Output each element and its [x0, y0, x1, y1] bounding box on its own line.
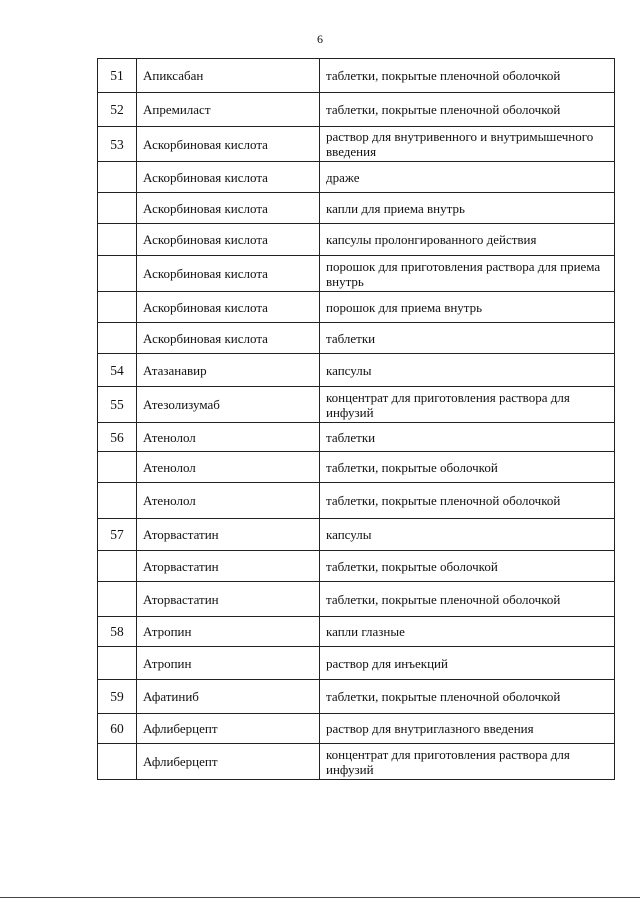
dosage-form: таблетки, покрытые пленочной оболочкой [320, 93, 615, 127]
table-row [98, 256, 615, 292]
drug-name: Афлиберцепт [137, 744, 320, 780]
row-number: 55 [98, 387, 137, 423]
row-number: 52 [98, 93, 137, 127]
drug-name: Апиксабан [137, 59, 320, 93]
dosage-form: капли для приема внутрь [320, 193, 615, 224]
dosage-form: таблетки, покрытые оболочкой [320, 452, 615, 483]
row-number [98, 256, 137, 292]
row-number: 54 [98, 354, 137, 387]
dosage-form: таблетки, покрытые пленочной оболочкой [320, 483, 615, 519]
drug-name: Атенолол [137, 423, 320, 452]
row-number [98, 551, 137, 582]
dosage-form: концентрат для приготовления раствора для инфузий [320, 744, 615, 780]
table-row [98, 162, 615, 193]
drug-name: Афатиниб [137, 680, 320, 714]
row-number: 59 [98, 680, 137, 714]
table-row [98, 354, 615, 387]
drug-name: Атропин [137, 647, 320, 680]
table-row [98, 93, 615, 127]
row-number: 51 [98, 59, 137, 93]
row-number [98, 582, 137, 617]
table-row [98, 127, 615, 162]
dosage-form: раствор для внутривенного и внутримышечного введения [320, 127, 615, 162]
drug-name: Аскорбиновая кислота [137, 224, 320, 256]
row-number [98, 292, 137, 323]
dosage-form: таблетки [320, 323, 615, 354]
row-number: 58 [98, 617, 137, 647]
table-row [98, 323, 615, 354]
table-row [98, 744, 615, 780]
table-row [98, 582, 615, 617]
drug-name: Аскорбиновая кислота [137, 292, 320, 323]
dosage-form: капсулы [320, 354, 615, 387]
table-row [98, 423, 615, 452]
table-row [98, 193, 615, 224]
drug-name: Апремиласт [137, 93, 320, 127]
table-row [98, 617, 615, 647]
dosage-form: раствор для инъекций [320, 647, 615, 680]
row-number [98, 744, 137, 780]
row-number [98, 162, 137, 193]
dosage-form: порошок для приема внутрь [320, 292, 615, 323]
drug-name: Аторвастатин [137, 519, 320, 551]
drug-name: Атазанавир [137, 354, 320, 387]
row-number: 56 [98, 423, 137, 452]
table-row [98, 483, 615, 519]
drug-name: Атенолол [137, 452, 320, 483]
row-number: 57 [98, 519, 137, 551]
drug-name: Атенолол [137, 483, 320, 519]
dosage-form: таблетки [320, 423, 615, 452]
table-row [98, 647, 615, 680]
dosage-form: раствор для внутриглазного введения [320, 714, 615, 744]
drug-name: Аскорбиновая кислота [137, 256, 320, 292]
drug-name: Атропин [137, 617, 320, 647]
table-row [98, 551, 615, 582]
row-number [98, 452, 137, 483]
dosage-form: капли глазные [320, 617, 615, 647]
table-row [98, 452, 615, 483]
dosage-form: порошок для приготовления раствора для приема внутрь [320, 256, 615, 292]
table-row [98, 292, 615, 323]
table-row [98, 59, 615, 93]
drug-name: Аторвастатин [137, 582, 320, 617]
dosage-form: таблетки, покрытые пленочной оболочкой [320, 680, 615, 714]
drug-name: Аскорбиновая кислота [137, 193, 320, 224]
drug-name: Аторвастатин [137, 551, 320, 582]
table-row [98, 387, 615, 423]
drug-name: Атезолизумаб [137, 387, 320, 423]
drug-list-table [97, 58, 615, 780]
row-number [98, 483, 137, 519]
dosage-form: таблетки, покрытые пленочной оболочкой [320, 582, 615, 617]
row-number [98, 323, 137, 354]
table-row [98, 224, 615, 256]
table-row [98, 680, 615, 714]
drug-name: Аскорбиновая кислота [137, 127, 320, 162]
drug-name: Аскорбиновая кислота [137, 162, 320, 193]
dosage-form: капсулы [320, 519, 615, 551]
row-number [98, 193, 137, 224]
dosage-form: концентрат для приготовления раствора для инфузий [320, 387, 615, 423]
row-number [98, 224, 137, 256]
drug-name: Афлиберцепт [137, 714, 320, 744]
row-number [98, 647, 137, 680]
dosage-form: таблетки, покрытые пленочной оболочкой [320, 59, 615, 93]
page-number: 6 [317, 32, 323, 46]
dosage-form: капсулы пролонгированного действия [320, 224, 615, 256]
row-number: 53 [98, 127, 137, 162]
dosage-form: драже [320, 162, 615, 193]
page-bottom-divider [0, 897, 640, 898]
table-row [98, 519, 615, 551]
table-row [98, 714, 615, 744]
row-number: 60 [98, 714, 137, 744]
drug-name: Аскорбиновая кислота [137, 323, 320, 354]
dosage-form: таблетки, покрытые оболочкой [320, 551, 615, 582]
